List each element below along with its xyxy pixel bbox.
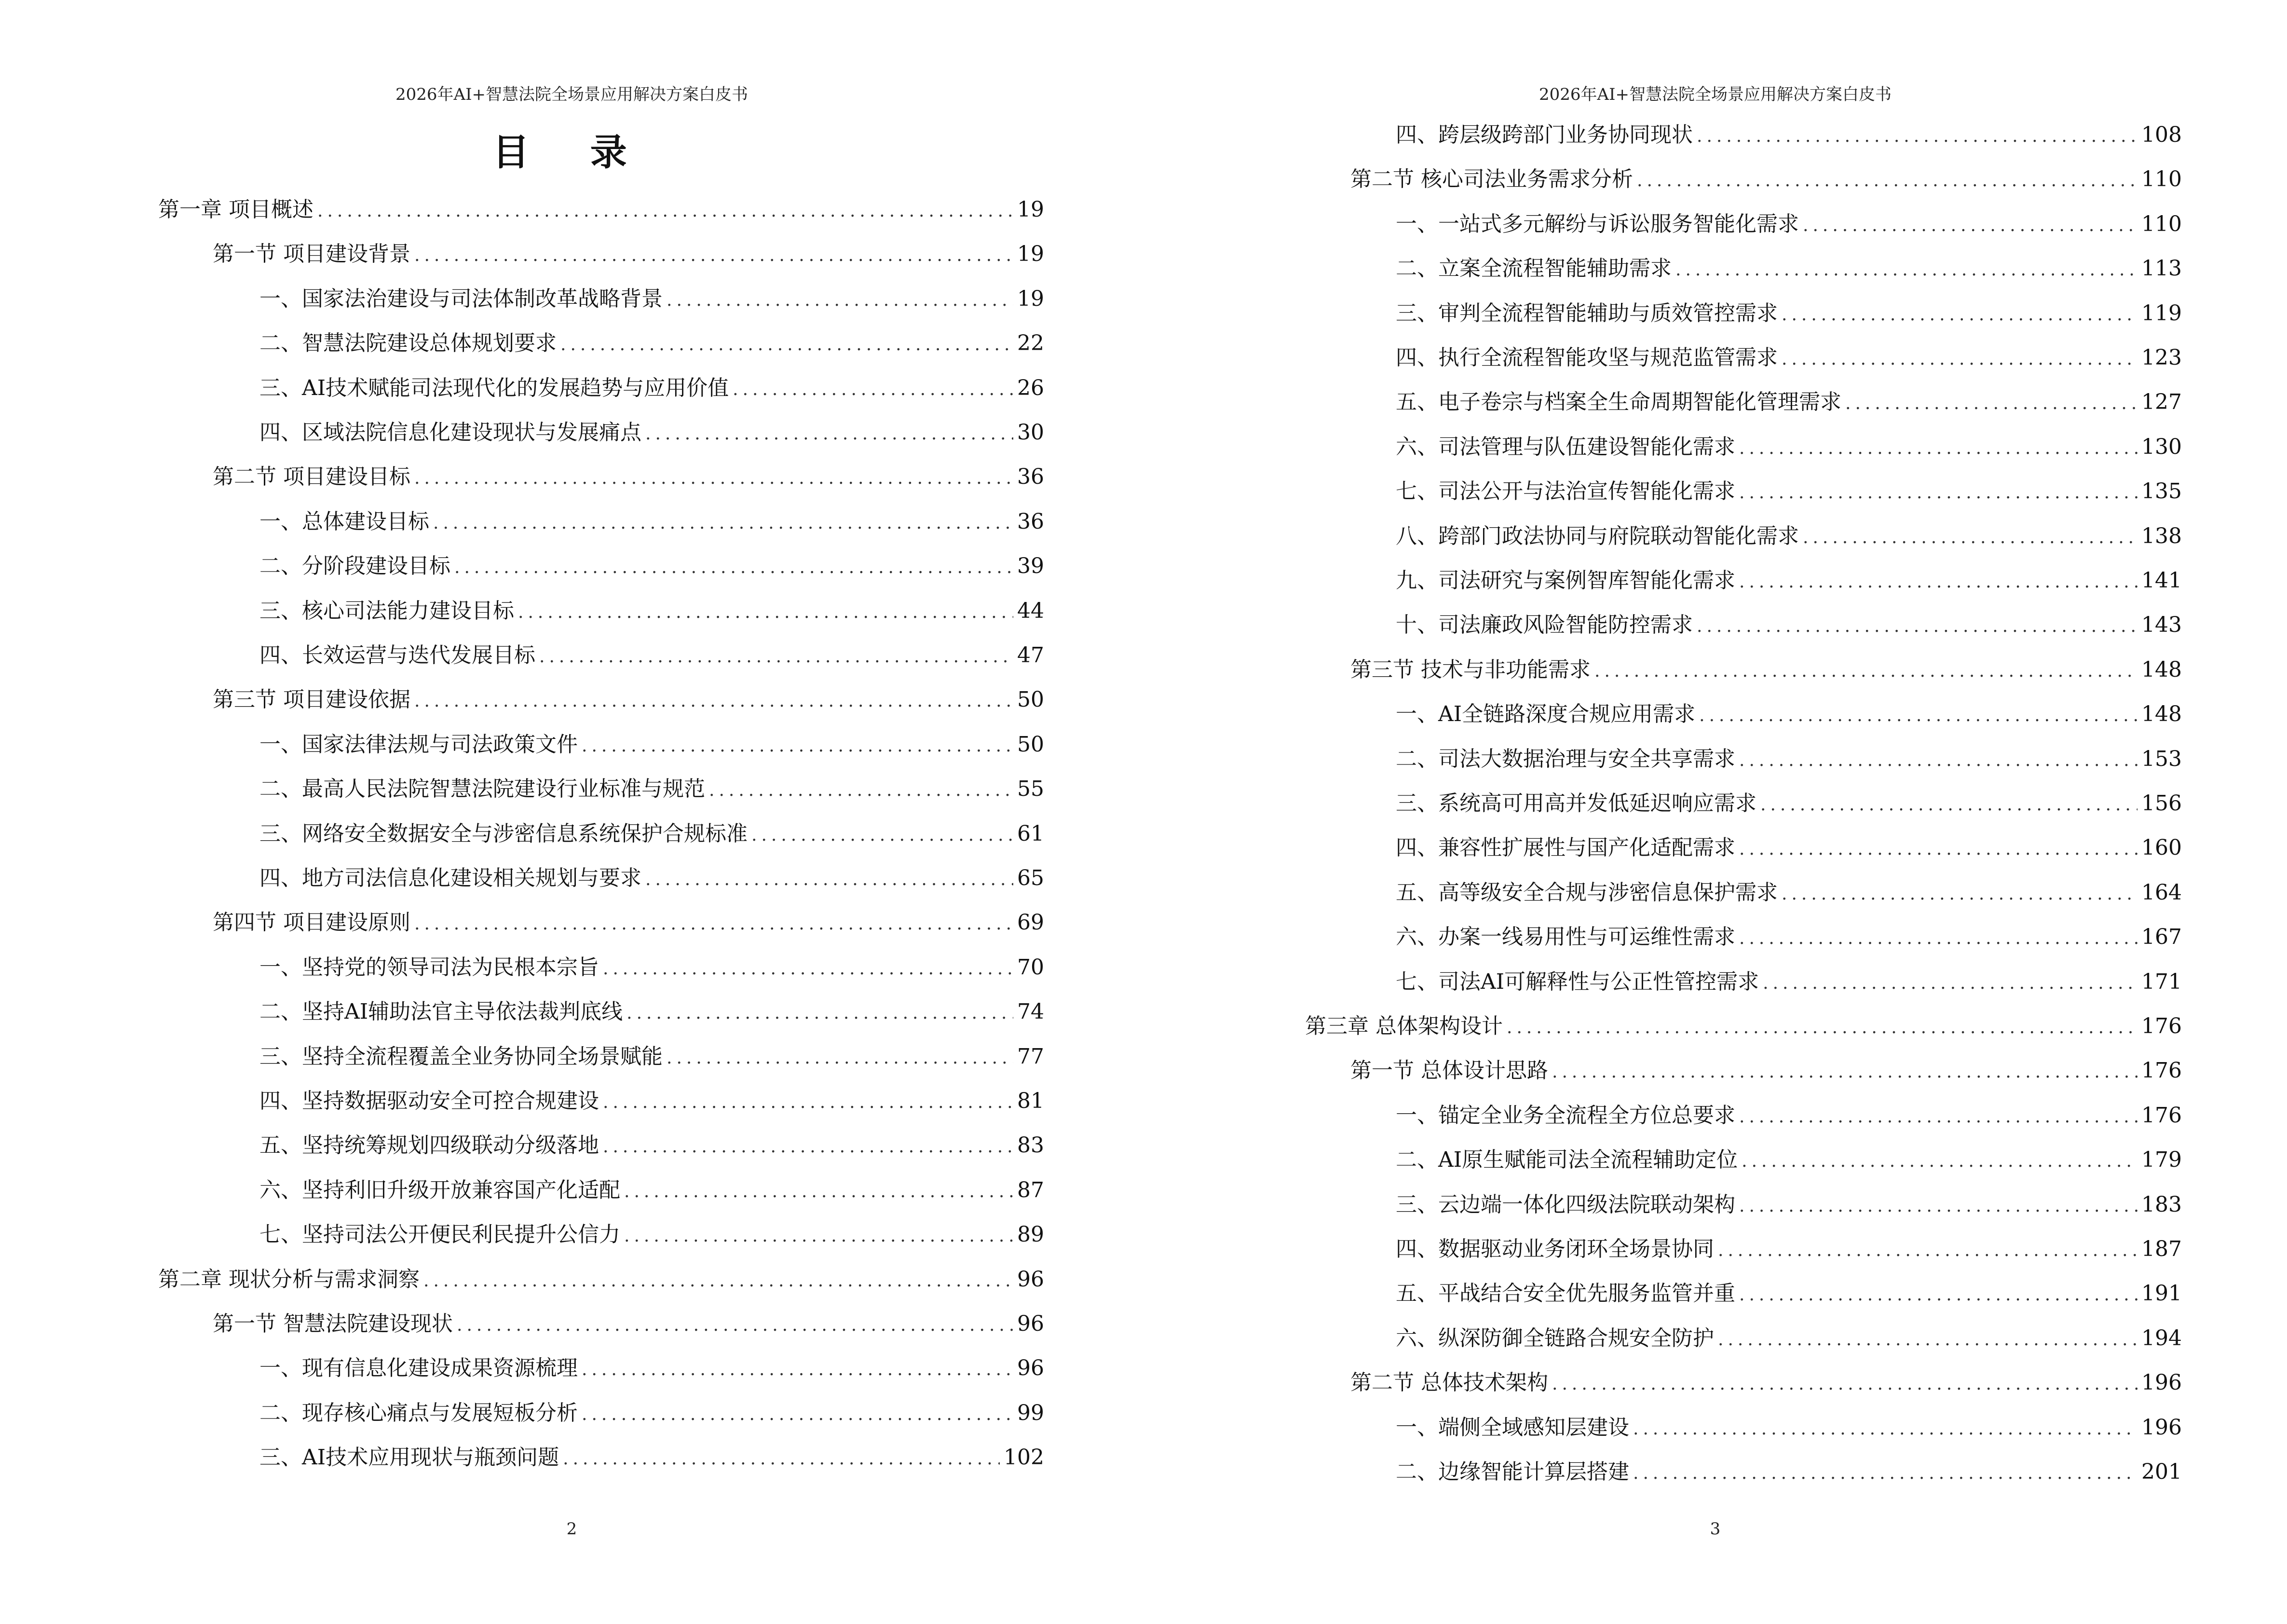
toc-entry-label: 二、现存核心痛点与发展短板分析 [259,1400,578,1425]
dot-leader [454,553,1013,582]
toc-entry-level-3[interactable] [1396,1413,2182,1442]
toc-entry-page-number: 196 [2141,1415,2182,1440]
toc-entry-page-number: 130 [2141,434,2182,459]
toc-entry-label: 一、一站式多元解纷与诉讼服务智能化需求 [1396,211,1799,236]
toc-entry-level-3[interactable] [1396,1190,2182,1219]
toc-entry-label: 第一章 项目概述 [158,197,313,222]
dot-leader [603,1088,1013,1117]
toc-entry-level-3[interactable] [259,775,1044,804]
dot-leader [1552,1370,2137,1399]
toc-entry-page-number: 110 [2141,211,2182,236]
toc-entry-label: 三、云边端一体化四级法院联动架构 [1396,1192,1735,1217]
toc-entry-level-3[interactable] [1396,210,2182,239]
toc-entry-page-number: 176 [2141,1058,2182,1083]
toc-entry-page-number: 47 [1017,643,1044,668]
toc-entry-level-3[interactable] [1396,299,2182,328]
toc-entry-label: 三、系统高可用高并发低延迟响应需求 [1396,791,1756,816]
toc-entry-page-number: 87 [1017,1177,1044,1202]
toc-entry-label: 六、办案一线易用性与可运维性需求 [1396,925,1735,950]
toc-entry-page-number: 96 [1017,1311,1044,1336]
toc-entry-label: 四、长效运营与迭代发展目标 [259,643,535,668]
toc-entry-level-3[interactable] [1396,343,2182,372]
dot-leader [457,1311,1013,1340]
toc-entry-level-3[interactable] [259,1131,1044,1160]
toc-entry-label: 四、执行全流程智能攻坚与规范监管需求 [1396,345,1778,370]
toc-entry-page-number: 167 [2141,925,2182,950]
toc-entry-level-3[interactable] [259,1087,1044,1116]
toc-entry-page-number: 83 [1017,1133,1044,1158]
toc-entry-page-number: 143 [2141,613,2182,638]
toc-entry-level-3[interactable] [1396,1324,2182,1353]
toc-entry-level-3[interactable] [1396,745,2182,774]
toc-entry-level-3[interactable] [259,997,1044,1026]
dot-leader [563,1445,1000,1474]
dot-leader [603,1133,1013,1161]
toc-entry-page-number: 153 [2141,746,2182,771]
dot-leader [1739,568,2137,597]
dot-leader [1594,657,2137,686]
toc-entry-page-number: 61 [1017,821,1044,846]
toc-entry-label: 一、国家法治建设与司法体制改革战略背景 [259,286,663,311]
toc-entry-page-number: 179 [2141,1147,2182,1173]
toc-entry-label: 二、立案全流程智能辅助需求 [1396,256,1672,281]
toc-entry-page-number: 127 [2141,390,2182,415]
dot-leader [1739,924,2137,953]
toc-entry-label: 六、司法管理与队伍建设智能化需求 [1396,434,1735,459]
toc-entry-label: 第四节 项目建设原则 [213,910,410,935]
dot-leader [1763,969,2137,998]
toc-entry-page-number: 39 [1017,554,1044,579]
toc-entry-label: 二、坚持AI辅助法官主导依法裁判底线 [259,999,623,1024]
toc-entry-page-number: 99 [1017,1400,1044,1425]
toc-entry-level-3[interactable] [1396,789,2182,818]
toc-entry-page-number: 194 [2141,1325,2182,1351]
toc-entry-page-number: 148 [2141,657,2182,682]
toc-entry-level-1[interactable] [158,1265,1044,1294]
dot-leader [1697,612,2137,641]
page-number: 2 [566,1519,577,1539]
toc-entry-label: 四、地方司法信息化建设相关规划与要求 [259,866,641,890]
toc-entry-label: 二、边缘智能计算层搭建 [1396,1460,1629,1484]
right-page [1144,0,2287,1624]
toc-entry-page-number: 102 [1004,1445,1044,1470]
toc-entry-label: 第一节 智慧法院建设现状 [213,1311,453,1336]
dot-leader [1739,478,2137,507]
toc-entry-page-number: 96 [1017,1356,1044,1381]
toc-entry-level-3[interactable] [1396,1458,2182,1487]
toc-entry-page-number: 201 [2141,1460,2182,1484]
dot-leader [603,955,1013,983]
dot-leader [1633,1415,2137,1444]
toc-entry-label: 六、纵深防御全链路合规安全防护 [1396,1325,1714,1351]
dot-leader [624,1177,1013,1206]
toc-entry-page-number: 74 [1017,999,1044,1024]
dot-leader [1782,880,2137,909]
toc-entry-level-3[interactable] [1396,700,2182,729]
toc-entry-level-3[interactable] [259,507,1044,536]
toc-entry-label: 七、司法公开与法治宣传智能化需求 [1396,479,1735,504]
toc-entry-page-number: 55 [1017,777,1044,802]
toc-entry-label: 七、司法AI可解释性与公正性管控需求 [1396,969,1759,994]
toc-entry-page-number: 65 [1017,866,1044,890]
toc-entry-page-number: 187 [2141,1237,2182,1261]
running-header: 2026年AI+智慧法院全场景应用解决方案白皮书 [1539,85,1892,104]
toc-entry-label: 八、跨部门政法协同与府院联动智能化需求 [1396,523,1799,548]
toc-entry-level-3[interactable] [1396,433,2182,462]
toc-entry-label: 四、坚持数据驱动安全可控合规建设 [259,1089,599,1113]
toc-entry-level-3[interactable] [259,1443,1044,1472]
toc-entry-page-number: 70 [1017,955,1044,980]
dot-leader [1552,1058,2137,1087]
dot-leader [582,1355,1013,1384]
toc-entry-page-number: 19 [1017,286,1044,311]
toc-entry-page-number: 156 [2141,791,2182,816]
toc-entry-page-number: 160 [2141,835,2182,860]
dot-leader [1507,1013,2137,1042]
toc-entry-level-3[interactable] [1396,121,2182,150]
toc-entry-page-number: 77 [1017,1044,1044,1069]
toc-entry-level-3[interactable] [259,1399,1044,1428]
toc-entry-label: 四、数据驱动业务闭环全场景协同 [1396,1237,1714,1261]
dot-leader [414,687,1013,716]
toc-entry-level-3[interactable] [1396,611,2182,640]
toc-entry-label: 第三章 总体架构设计 [1305,1014,1503,1038]
toc-entry-label: 一、坚持党的领导司法为民根本宗旨 [259,955,599,980]
toc-entry-page-number: 171 [2141,969,2182,994]
toc-entry-page-number: 81 [1017,1089,1044,1113]
toc-entry-label: 三、AI技术应用现状与瓶颈问题 [259,1445,559,1470]
toc-entry-label: 三、网络安全数据安全与涉密信息系统保护合规标准 [259,821,748,846]
toc-entry-label: 九、司法研究与案例智库智能化需求 [1396,568,1735,593]
toc-entry-label: 第三节 技术与非功能需求 [1350,657,1591,682]
toc-entry-page-number: 22 [1017,331,1044,356]
toc-entry-page-number: 50 [1017,687,1044,712]
toc-entry-page-number: 36 [1017,509,1044,534]
toc-entry-level-3[interactable] [1396,477,2182,506]
toc-entry-label: 四、区域法院信息化建设现状与发展痛点 [259,420,641,445]
toc-entry-level-3[interactable] [259,864,1044,893]
toc-entry-level-3[interactable] [1396,388,2182,417]
toc-entry-label: 七、坚持司法公开便民利民提升公信力 [259,1222,620,1247]
toc-entry-label: 第二节 总体技术架构 [1350,1370,1548,1395]
toc-entry-label: 五、电子卷宗与档案全生命周期智能化管理需求 [1396,390,1841,415]
toc-entry-level-3[interactable] [1396,1279,2182,1308]
toc-entry-page-number: 19 [1017,242,1044,267]
running-header: 2026年AI+智慧法院全场景应用解决方案白皮书 [395,85,748,104]
toc-entry-page-number: 108 [2141,123,2182,147]
toc-entry-label: 第三节 项目建设依据 [213,687,410,712]
dot-leader [414,910,1013,939]
dot-leader [1803,211,2137,240]
dot-leader [626,999,1013,1028]
dot-leader [1845,389,2137,418]
toc-entry-page-number: 89 [1017,1222,1044,1247]
toc-entry-page-number: 196 [2141,1370,2182,1395]
toc-entry-page-number: 30 [1017,420,1044,445]
dot-leader [1803,523,2137,552]
toc-entry-page-number: 110 [2141,167,2182,192]
dot-leader [645,865,1013,894]
toc-entry-label: 一、国家法律法规与司法政策文件 [259,732,578,757]
dot-leader [667,1044,1013,1073]
toc-entry-level-3[interactable] [259,374,1044,403]
toc-entry-level-2[interactable] [213,908,1044,937]
dot-leader [414,241,1013,270]
dot-leader [645,420,1013,449]
toc-entry-level-3[interactable] [259,1220,1044,1249]
toc-entry-page-number: 19 [1017,197,1044,222]
dot-leader [1675,256,2137,285]
toc-entry-level-3[interactable] [259,418,1044,447]
dot-leader [1739,434,2137,463]
toc-entry-label: 一、总体建设目标 [259,509,429,534]
dot-leader [1782,300,2137,329]
toc-entry-level-3[interactable] [259,597,1044,626]
toc-entry-page-number: 69 [1017,910,1044,935]
toc-entry-label: 三、审判全流程智能辅助与质效管控需求 [1396,300,1778,326]
dot-leader [667,286,1013,315]
toc-entry-label: 二、司法大数据治理与安全共享需求 [1396,746,1735,771]
toc-entry-page-number: 183 [2141,1192,2182,1217]
toc-entry-page-number: 123 [2141,345,2182,370]
dot-leader [1718,1325,2137,1354]
dot-leader [1699,701,2137,730]
dot-leader [1739,746,2137,775]
dot-leader [1742,1147,2137,1176]
toc-entry-level-3[interactable] [1396,1101,2182,1130]
toc-entry-level-3[interactable] [259,1176,1044,1205]
toc-entry-level-3[interactable] [259,953,1044,982]
toc-entry-label: 一、AI全链路深度合规应用需求 [1396,702,1696,727]
toc-entry-level-3[interactable] [1396,254,2182,283]
dot-leader [1739,1103,2137,1132]
toc-entry-level-3[interactable] [259,641,1044,670]
toc-entry-level-3[interactable] [259,1042,1044,1071]
toc-entry-level-2[interactable] [213,685,1044,714]
dot-leader [582,732,1013,761]
toc-entry-level-3[interactable] [259,819,1044,848]
toc-entry-page-number: 50 [1017,732,1044,757]
toc-entry-label: 一、锚定全业务全流程全方位总要求 [1396,1103,1735,1128]
toc-entry-page-number: 191 [2141,1281,2182,1306]
toc-entry-level-3[interactable] [1396,878,2182,907]
toc-entry-level-3[interactable] [259,285,1044,314]
toc-entry-page-number: 141 [2141,568,2182,593]
toc-entry-page-number: 138 [2141,523,2182,548]
toc-entry-level-2[interactable] [1350,1056,2182,1085]
toc-entry-level-1[interactable] [158,195,1044,224]
dot-leader [518,598,1013,627]
toc-entry-label: 第一节 项目建设背景 [213,242,410,267]
toc-entry-level-3[interactable] [1396,1235,2182,1264]
dot-leader [1760,791,2137,819]
dot-leader [539,642,1013,671]
toc-entry-page-number: 96 [1017,1267,1044,1292]
dot-leader [1739,1281,2137,1310]
dot-leader [414,464,1013,493]
toc-entry-label: 第二节 核心司法业务需求分析 [1350,167,1633,192]
toc-entry-label: 第二节 项目建设目标 [213,464,410,490]
toc-entry-page-number: 119 [2141,300,2182,326]
toc-entry-label: 十、司法廉政风险智能防控需求 [1396,613,1693,638]
toc-entry-page-number: 113 [2141,256,2182,281]
toc-entry-label: 一、端侧全域感知层建设 [1396,1415,1629,1440]
toc-entry-label: 一、现有信息化建设成果资源梳理 [259,1356,578,1381]
toc-entry-level-3[interactable] [1396,566,2182,595]
toc-entry-label: 三、AI技术赋能司法现代化的发展趋势与应用价值 [259,375,729,400]
toc-entry-page-number: 44 [1017,598,1044,623]
toc-entry-page-number: 164 [2141,880,2182,905]
toc-entry-page-number: 135 [2141,479,2182,504]
toc-entry-page-number: 36 [1017,464,1044,490]
dot-leader [317,197,1013,226]
dot-leader [709,776,1013,805]
toc-entry-label: 五、平战结合安全优先服务监管并重 [1396,1281,1735,1306]
dot-leader [1697,122,2137,151]
toc-entry-level-2[interactable] [1350,1368,2182,1397]
toc-entry-level-3[interactable] [259,1354,1044,1383]
dot-leader [733,375,1013,404]
toc-entry-level-3[interactable] [1396,522,2182,551]
toc-entry-page-number: 148 [2141,702,2182,727]
toc-title: 目 录 [492,131,651,174]
toc-entry-level-2[interactable] [1350,655,2182,684]
dot-leader [1637,166,2137,195]
toc-entry-label: 五、坚持统筹规划四级联动分级落地 [259,1133,599,1158]
dot-leader [560,330,1013,359]
dot-leader [751,821,1013,850]
dot-leader [1633,1459,2137,1488]
dot-leader [1718,1236,2137,1265]
toc-entry-label: 二、AI原生赋能司法全流程辅助定位 [1396,1147,1738,1173]
toc-entry-label: 三、核心司法能力建设目标 [259,598,514,623]
dot-leader [582,1400,1013,1429]
toc-entry-level-3[interactable] [259,730,1044,759]
toc-entry-label: 六、坚持利旧升级开放兼容国产化适配 [259,1177,620,1202]
toc-entry-label: 二、分阶段建设目标 [259,554,450,579]
toc-entry-page-number: 176 [2141,1014,2182,1038]
toc-entry-label: 二、最高人民法院智慧法院建设行业标准与规范 [259,777,705,802]
toc-entry-label: 二、智慧法院建设总体规划要求 [259,331,557,356]
dot-leader [1739,1192,2137,1221]
toc-entry-label: 五、高等级安全合规与涉密信息保护需求 [1396,880,1778,905]
toc-entry-level-3[interactable] [259,552,1044,581]
toc-entry-level-3[interactable] [1396,923,2182,952]
toc-entry-level-3[interactable] [1396,833,2182,862]
dot-leader [433,509,1013,538]
toc-entry-page-number: 26 [1017,375,1044,400]
dot-leader [1739,835,2137,864]
dot-leader [624,1222,1013,1251]
toc-entry-label: 四、兼容性扩展性与国产化适配需求 [1396,835,1735,860]
toc-entry-label: 第一节 总体设计思路 [1350,1058,1548,1083]
toc-entry-level-3[interactable] [259,329,1044,358]
toc-entry-label: 第二章 现状分析与需求洞察 [158,1267,420,1292]
toc-entry-level-3[interactable] [1396,968,2182,996]
toc-entry-level-2[interactable] [213,463,1044,491]
toc-entry-level-2[interactable] [213,240,1044,269]
toc-entry-level-1[interactable] [1305,1012,2182,1041]
dot-leader [1782,345,2137,374]
toc-entry-level-3[interactable] [1396,1146,2182,1174]
toc-entry-label: 三、坚持全流程覆盖全业务协同全场景赋能 [259,1044,663,1069]
toc-entry-level-2[interactable] [1350,165,2182,194]
dot-leader [423,1267,1013,1296]
page-number: 3 [1710,1519,1721,1539]
toc-entry-page-number: 176 [2141,1103,2182,1128]
toc-entry-label: 四、跨层级跨部门业务协同现状 [1396,123,1693,147]
toc-entry-level-2[interactable] [213,1310,1044,1338]
